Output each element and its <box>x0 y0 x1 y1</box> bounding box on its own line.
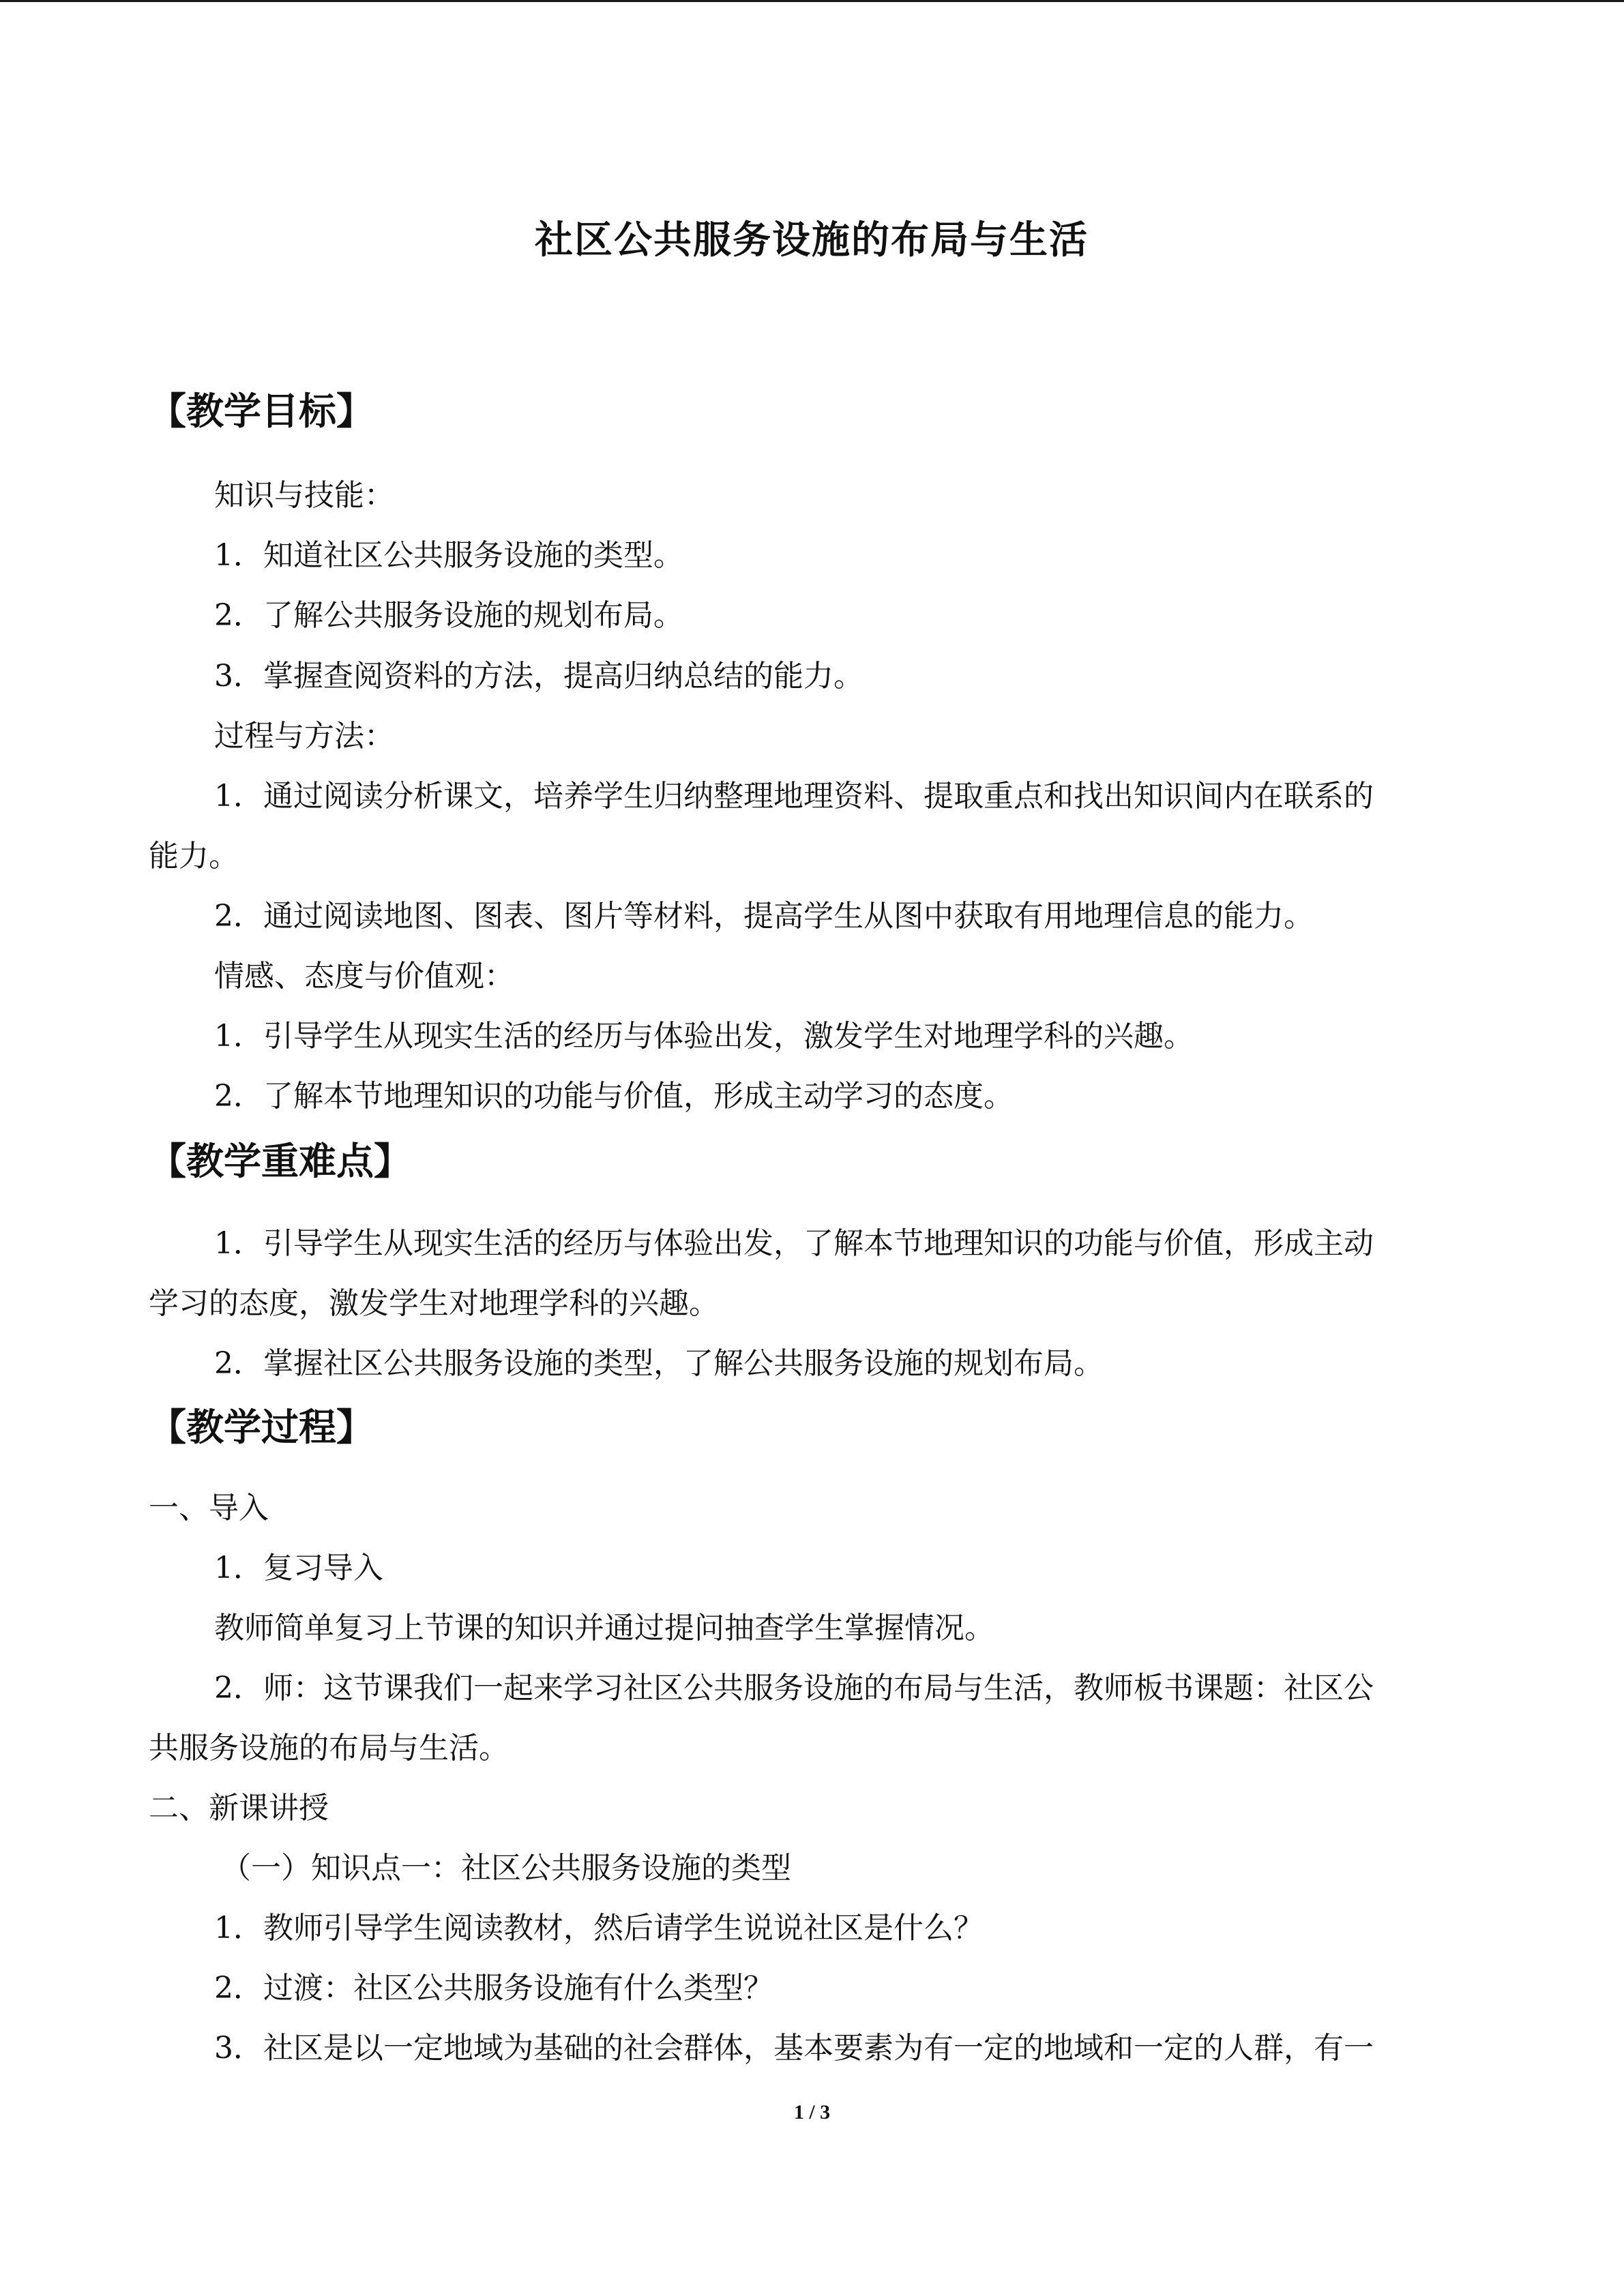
lesson-step-3: 3．社区是以一定地域为基础的社会群体，基本要素为有一定的地域和一定的人群，有一 <box>214 2031 1374 2066</box>
process-item-1-line-1: 1．通过阅读分析课文，培养学生归纳整理地理资料、提取重点和找出知识间内在联系的 <box>214 779 1374 814</box>
lesson-step-2: 2．过渡：社区公共服务设施有什么类型？ <box>214 1971 773 2006</box>
attitude-item-2: 2．了解本节地理知识的功能与价值，形成主动学习的态度。 <box>214 1079 1014 1114</box>
section-heading-process: 【教学过程】 <box>149 1405 374 1449</box>
page-number: 1 / 3 <box>793 2101 831 2123</box>
section-heading-keypoints: 【教学重难点】 <box>149 1139 412 1183</box>
attitude-item-1: 1．引导学生从现实生活的经历与体验出发，激发学生对地理学科的兴趣。 <box>214 1019 1194 1054</box>
intro-item-2-line-1: 2．师：这节课我们一起来学习社区公共服务设施的布局与生活，教师板书课题：社区公 <box>214 1671 1374 1705</box>
process-item-2: 2．通过阅读地图、图表、图片等材料，提高学生从图中获取有用地理信息的能力。 <box>214 899 1314 934</box>
intro-item-2-line-2: 共服务设施的布局与生活。 <box>149 1731 509 1765</box>
knowledge-point-one-heading: （一）知识点一：社区公共服务设施的类型 <box>221 1851 791 1885</box>
objective-item-3: 3．掌握查阅资料的方法，提高归纳总结的能力。 <box>214 659 863 694</box>
top-border-rule <box>0 0 1624 2</box>
part-one-heading: 一、导入 <box>149 1491 269 1525</box>
page-title: 社区公共服务设施的布局与生活 <box>535 218 1089 263</box>
section-heading-objectives: 【教学目标】 <box>149 389 374 433</box>
attitude-label: 情感、态度与价值观： <box>214 959 514 994</box>
keypoint-item-2: 2．掌握社区公共服务设施的类型，了解公共服务设施的规划布局。 <box>214 1346 1104 1381</box>
lesson-step-1: 1．教师引导学生阅读教材，然后请学生说说社区是什么？ <box>214 1911 984 1945</box>
intro-text-1: 教师简单复习上节课的知识并通过提问抽查学生掌握情况。 <box>214 1611 994 1645</box>
intro-item-1: 1．复习导入 <box>214 1551 383 1585</box>
knowledge-skills-label: 知识与技能： <box>214 478 394 513</box>
keypoint-item-1-line-1: 1．引导学生从现实生活的经历与体验出发，了解本节地理知识的功能与价值，形成主动 <box>214 1226 1374 1261</box>
objective-item-2: 2．了解公共服务设施的规划布局。 <box>214 598 683 633</box>
part-two-heading: 二、新课讲授 <box>149 1791 329 1825</box>
process-method-label: 过程与方法： <box>214 719 394 754</box>
objective-item-1: 1．知道社区公共服务设施的类型。 <box>214 538 683 573</box>
process-item-1-line-2: 能力。 <box>149 839 239 874</box>
keypoint-item-1-line-2: 学习的态度，激发学生对地理学科的兴趣。 <box>149 1286 719 1321</box>
